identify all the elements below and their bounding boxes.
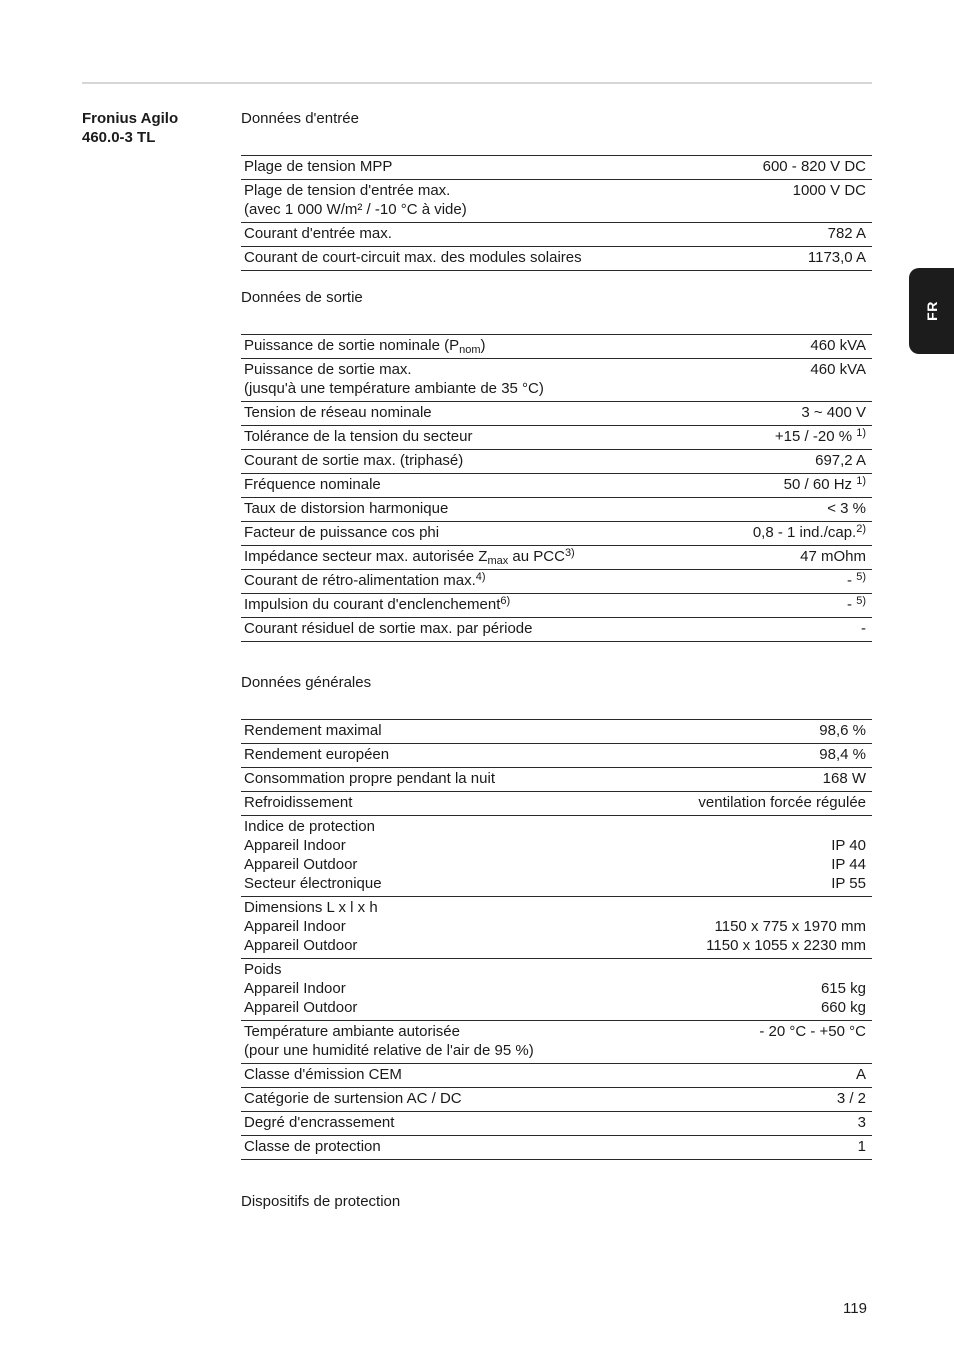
- cell-line: < 3 %: [827, 500, 866, 517]
- text-fragment: Puissance de sortie nominale (P: [244, 337, 460, 354]
- text-fragment: Impédance secteur max. autorisée Z: [244, 548, 488, 565]
- spec-value: [705, 594, 872, 618]
- text-fragment: au PCC: [508, 548, 565, 565]
- spec-row: [241, 522, 872, 546]
- cell-line: IP 55: [831, 875, 866, 892]
- cell-line: 1: [857, 1138, 866, 1155]
- spec-value: [705, 474, 872, 498]
- cell-line: [244, 571, 699, 590]
- spec-value: [638, 792, 872, 816]
- text-fragment: ): [480, 337, 486, 354]
- cell-line: Appareil Indoor: [244, 837, 346, 854]
- spec-label: [241, 792, 638, 816]
- spec-row: [241, 744, 872, 768]
- spec-value: [638, 744, 872, 768]
- cell-line: Classe de protection: [244, 1138, 381, 1155]
- spec-value: [705, 618, 872, 642]
- cell-line: IP 44: [831, 856, 866, 873]
- spec-label: [241, 720, 638, 744]
- spec-label: [241, 618, 705, 642]
- cell-line: Plage de tension d'entrée max.: [244, 182, 451, 199]
- spec-value: [705, 335, 872, 359]
- spec-row: [241, 1064, 872, 1088]
- spec-value: [705, 402, 872, 426]
- cell-line: Appareil Outdoor: [244, 999, 358, 1016]
- cell-line: Indice de protection: [244, 818, 375, 835]
- cell-line: [244, 336, 699, 355]
- spec-label: [241, 450, 705, 474]
- spec-row: [241, 450, 872, 474]
- cell-line: 615 kg: [820, 980, 866, 997]
- spec-row: [241, 1112, 872, 1136]
- cell-line: [641, 817, 866, 836]
- spec-row: [241, 180, 872, 223]
- cell-line: Appareil Indoor: [244, 918, 346, 935]
- product-name: [82, 109, 178, 147]
- cell-line: Courant de sortie max. (triphasé): [244, 452, 464, 469]
- spec-label: [241, 247, 718, 271]
- cell-line: Courant d'entrée max.: [244, 225, 392, 242]
- spec-row: [241, 402, 872, 426]
- cell-line: 600 - 820 V DC: [762, 158, 866, 175]
- spec-value: [718, 223, 873, 247]
- spec-value: [638, 768, 872, 792]
- spec-value: [638, 1021, 872, 1064]
- text-fragment: 50 / 60 Hz: [783, 476, 857, 493]
- product-name-line-2: 460.0-3 TL: [82, 129, 156, 146]
- cell-line: (avec 1 000 W/m² / -10 °C à vide): [244, 201, 467, 218]
- spec-row: [241, 570, 872, 594]
- cell-line: Poids: [244, 961, 282, 978]
- spec-label: [241, 359, 705, 402]
- cell-line: Consommation propre pendant la nuit: [244, 770, 495, 787]
- cell-line: 98,4 %: [819, 746, 866, 763]
- cell-line: 3 ~ 400 V: [801, 404, 866, 421]
- section-title-protection-devices: Dispositifs de protection: [241, 1193, 401, 1210]
- cell-line: Tolérance de la tension du secteur: [244, 428, 473, 445]
- cell-line: Tension de réseau nominale: [244, 404, 432, 421]
- spec-row: [241, 1021, 872, 1064]
- spec-table-input-data: [241, 155, 872, 271]
- spec-label: [241, 594, 705, 618]
- spec-value: [705, 570, 872, 594]
- text-fragment: +15 / -20 %: [774, 428, 857, 445]
- cell-line: Fréquence nominale: [244, 476, 381, 493]
- cell-line: Rendement européen: [244, 746, 390, 763]
- cell-line: [708, 595, 866, 614]
- cell-line: A: [855, 1066, 866, 1083]
- spec-label: [241, 1136, 638, 1160]
- cell-line: Appareil Indoor: [244, 980, 346, 997]
- spec-row: [241, 959, 872, 1021]
- spec-row: [241, 359, 872, 402]
- spec-row: [241, 720, 872, 744]
- text-fragment: -: [847, 596, 857, 613]
- cell-line: 1150 x 775 x 1970 mm: [714, 918, 866, 935]
- spec-label: [241, 522, 705, 546]
- cell-line: 168 W: [822, 770, 866, 787]
- spec-value: [638, 816, 872, 897]
- spec-label: [241, 402, 705, 426]
- spec-value: [705, 450, 872, 474]
- subscript: max: [487, 555, 509, 567]
- spec-label: [241, 768, 638, 792]
- cell-line: Courant résiduel de sortie max. par période: [244, 620, 533, 637]
- cell-line: 1150 x 1055 x 2230 mm: [706, 937, 866, 954]
- spec-value: [705, 359, 872, 402]
- spec-label: [241, 426, 705, 450]
- spec-label: [241, 1021, 638, 1064]
- cell-line: [708, 427, 866, 446]
- spec-value: [638, 1064, 872, 1088]
- spec-label: [241, 156, 718, 180]
- spec-value: [705, 498, 872, 522]
- cell-line: 47 mOhm: [800, 548, 866, 565]
- cell-line: Rendement maximal: [244, 722, 382, 739]
- cell-line: 782 A: [827, 225, 866, 242]
- cell-line: Taux de distorsion harmonique: [244, 500, 449, 517]
- spec-value: [718, 156, 873, 180]
- spec-label: [241, 498, 705, 522]
- cell-line: Dimensions L x l x h: [244, 899, 378, 916]
- footnote-ref: 1): [856, 475, 866, 487]
- cell-line: Plage de tension MPP: [244, 158, 393, 175]
- footnote-ref: 4): [475, 571, 486, 583]
- text-fragment: Impulsion du courant d'enclenchement: [244, 596, 501, 613]
- spec-row: [241, 223, 872, 247]
- spec-value: [718, 247, 873, 271]
- spec-table-output-data: [241, 334, 872, 642]
- cell-line: 460 kVA: [810, 337, 866, 354]
- spec-label: [241, 959, 638, 1021]
- spec-row: [241, 792, 872, 816]
- cell-line: Facteur de puissance cos phi: [244, 524, 440, 541]
- section-title-output-data: Données de sortie: [241, 289, 363, 306]
- spec-table-general-data: [241, 719, 872, 1160]
- spec-label: [241, 546, 705, 570]
- spec-row: [241, 816, 872, 897]
- spec-row: [241, 618, 872, 642]
- footnote-ref: 6): [500, 595, 511, 607]
- spec-value: [705, 522, 872, 546]
- cell-line: [244, 547, 699, 566]
- language-tab[interactable]: [909, 268, 954, 354]
- spec-value: [638, 1112, 872, 1136]
- cell-line: 1000 V DC: [792, 182, 866, 199]
- spec-label: [241, 180, 718, 223]
- spec-value: [705, 426, 872, 450]
- spec-row: [241, 247, 872, 271]
- footnote-ref: 1): [856, 427, 866, 439]
- cell-line: [708, 523, 866, 542]
- cell-line: -: [861, 620, 866, 637]
- cell-line: [641, 898, 866, 917]
- cell-line: - 20 °C - +50 °C: [759, 1023, 866, 1040]
- cell-line: Refroidissement: [244, 794, 353, 811]
- language-tab-label: FR: [923, 301, 940, 321]
- cell-line: 98,6 %: [819, 722, 866, 739]
- spec-row: [241, 474, 872, 498]
- cell-line: Température ambiante autorisée: [244, 1023, 460, 1040]
- footnote-ref: 5): [856, 595, 866, 607]
- spec-label: [241, 474, 705, 498]
- page-number: 119: [843, 1300, 867, 1317]
- spec-label: [241, 335, 705, 359]
- cell-line: Classe d'émission CEM: [244, 1066, 402, 1083]
- spec-row: [241, 1136, 872, 1160]
- text-fragment: Courant de rétro-alimentation max.: [244, 572, 476, 589]
- cell-line: [708, 571, 866, 590]
- spec-label: [241, 1112, 638, 1136]
- footnote-ref: 3): [564, 547, 575, 559]
- spec-value: [638, 897, 872, 959]
- spec-value: [638, 720, 872, 744]
- cell-line: 460 kVA: [810, 361, 866, 378]
- section-title-input-data: Données d'entrée: [241, 110, 359, 127]
- spec-value: [638, 1136, 872, 1160]
- spec-value: [638, 1088, 872, 1112]
- section-title-general-data: Données générales: [241, 674, 372, 691]
- cell-line: (jusqu'à une température ambiante de 35 °C): [244, 380, 544, 397]
- spec-row: [241, 768, 872, 792]
- text-fragment: 0,8 - 1 ind./cap.: [752, 524, 857, 541]
- cell-line: 1173,0 A: [807, 249, 866, 266]
- spec-row: [241, 897, 872, 959]
- cell-line: [708, 475, 866, 494]
- spec-row: [241, 594, 872, 618]
- cell-line: 697,2 A: [815, 452, 866, 469]
- spec-value: [705, 546, 872, 570]
- cell-line: Appareil Outdoor: [244, 856, 358, 873]
- cell-line: Catégorie de surtension AC / DC: [244, 1090, 462, 1107]
- spec-label: [241, 1064, 638, 1088]
- cell-line: 3: [857, 1114, 866, 1131]
- spec-value: [638, 959, 872, 1021]
- spec-row: [241, 426, 872, 450]
- footnote-ref: 2): [856, 523, 866, 535]
- spec-label: [241, 744, 638, 768]
- spec-label: [241, 816, 638, 897]
- spec-label: [241, 897, 638, 959]
- spec-label: [241, 570, 705, 594]
- spec-row: [241, 1088, 872, 1112]
- spec-row: [241, 546, 872, 570]
- subscript: nom: [459, 344, 481, 356]
- cell-line: Puissance de sortie max.: [244, 361, 412, 378]
- cell-line: Degré d'encrassement: [244, 1114, 395, 1131]
- cell-line: [641, 960, 866, 979]
- spec-row: [241, 335, 872, 359]
- cell-line: 660 kg: [820, 999, 866, 1016]
- cell-line: [244, 595, 699, 614]
- spec-value: [718, 180, 873, 223]
- footnote-ref: 5): [856, 571, 866, 583]
- cell-line: ventilation forcée régulée: [698, 794, 866, 811]
- cell-line: Secteur électronique: [244, 875, 382, 892]
- text-fragment: -: [847, 572, 857, 589]
- cell-line: 3 / 2: [836, 1090, 866, 1107]
- spec-label: [241, 1088, 638, 1112]
- cell-line: Courant de court-circuit max. des modules solaires: [244, 249, 582, 266]
- cell-line: Appareil Outdoor: [244, 937, 358, 954]
- spec-row: [241, 498, 872, 522]
- cell-line: (pour une humidité relative de l'air de 95 %): [244, 1042, 534, 1059]
- spec-row: [241, 156, 872, 180]
- header-rule: [82, 82, 872, 84]
- cell-line: IP 40: [831, 837, 866, 854]
- spec-label: [241, 223, 718, 247]
- product-name-line-1: Fronius Agilo: [82, 110, 179, 127]
